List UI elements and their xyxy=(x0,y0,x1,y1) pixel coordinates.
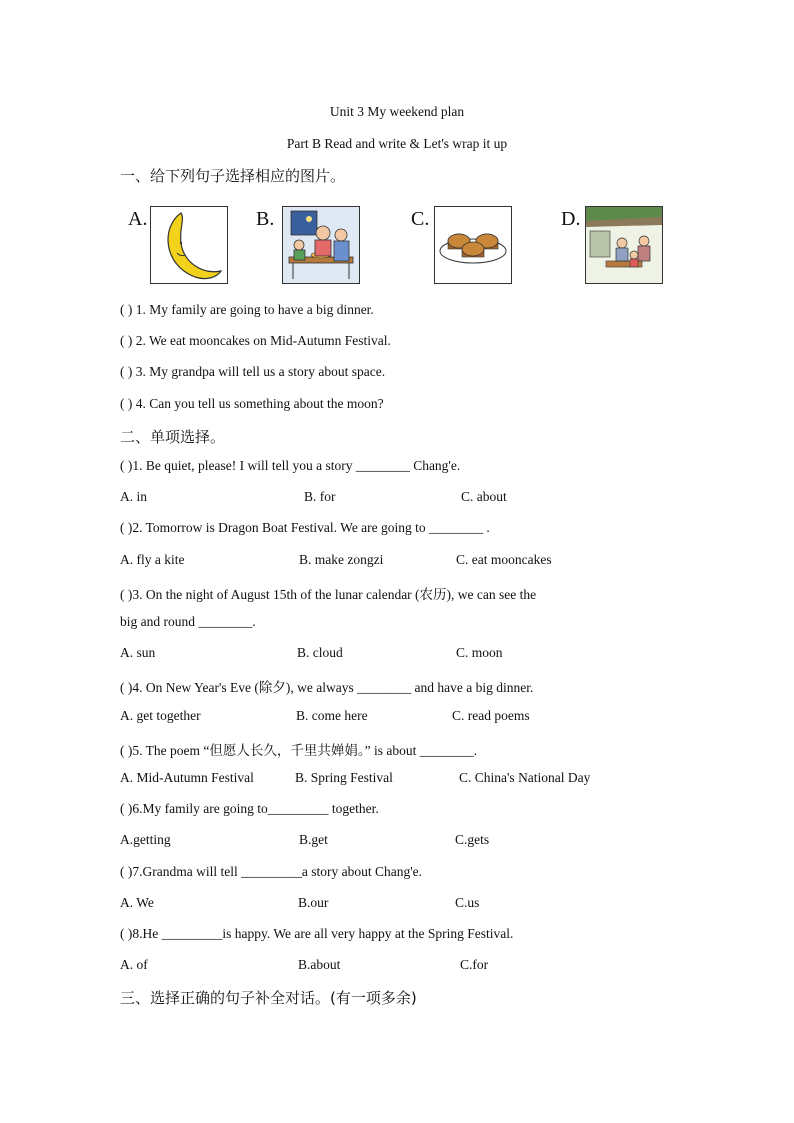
family-dinner-picture xyxy=(282,206,360,284)
question-3-option-a: A. sun xyxy=(120,645,156,660)
question-1-stem: ( )1. Be quiet, please! I will tell you a story ________ Chang'e. xyxy=(120,458,461,473)
question-8-option-b: B.about xyxy=(298,957,341,972)
question-8-option-c: C.for xyxy=(460,957,489,972)
question-3-option-b: B. cloud xyxy=(297,645,343,660)
question-5-option-c: C. China's National Day xyxy=(459,770,591,785)
matching-item-1: ( ) 1. My family are going to have a big dinner. xyxy=(120,302,374,317)
question-8-option-a: A. of xyxy=(120,957,148,972)
moon-picture xyxy=(150,206,228,284)
question-2-option-a: A. fly a kite xyxy=(120,552,185,567)
question-7-option-c: C.us xyxy=(455,895,480,910)
question-4-option-b: B. come here xyxy=(296,708,368,723)
question-6-option-a: A.getting xyxy=(120,832,171,847)
question-2-option-b: B. make zongzi xyxy=(299,552,384,567)
question-7-option-a: A. We xyxy=(120,895,154,910)
question-3-stem-continued: big and round ________. xyxy=(120,614,256,629)
question-8-stem: ( )8.He _________is happy. We are all very happy at the Spring Festival. xyxy=(120,926,514,941)
page-subtitle: Part B Read and write & Let's wrap it up xyxy=(286,136,508,151)
label-c: C. xyxy=(411,208,430,230)
question-6-option-b: B.get xyxy=(299,832,328,847)
question-7-stem: ( )7.Grandma will tell _________a story about Chang'e. xyxy=(120,864,422,879)
matching-item-3: ( ) 3. My grandpa will tell us a story about space. xyxy=(120,364,386,379)
question-5-option-b: B. Spring Festival xyxy=(295,770,393,785)
mooncakes-icon xyxy=(435,207,511,283)
label-b: B. xyxy=(256,208,275,230)
matching-item-2: ( ) 2. We eat mooncakes on Mid-Autumn Festival. xyxy=(120,333,391,348)
question-7-option-b: B.our xyxy=(298,895,329,910)
question-6-stem: ( )6.My family are going to_________ together. xyxy=(120,801,379,816)
section2-heading: 二、单项选择。 xyxy=(120,428,226,446)
label-d: D. xyxy=(561,208,581,230)
question-5-option-a: A. Mid-Autumn Festival xyxy=(120,770,254,785)
question-1-option-c: C. about xyxy=(461,489,507,504)
section1-heading: 一、给下列句子选择相应的图片。 xyxy=(120,167,346,185)
crescent-moon-icon xyxy=(151,207,227,283)
question-2-option-c: C. eat mooncakes xyxy=(456,552,552,567)
matching-item-4: ( ) 4. Can you tell us something about the moon? xyxy=(120,396,384,411)
family-dinner-icon xyxy=(283,207,359,283)
question-1-option-b: B. for xyxy=(304,489,336,504)
grandparents-story-picture xyxy=(585,206,663,284)
mooncakes-picture xyxy=(434,206,512,284)
page-title: Unit 3 My weekend plan xyxy=(329,104,465,119)
question-5-stem: ( )5. The poem “但愿人长久，千里共婵娟。” is about ________. xyxy=(120,743,478,758)
grandparents-storytelling-icon xyxy=(586,207,662,283)
label-a: A. xyxy=(128,208,148,230)
question-4-stem: ( )4. On New Year's Eve (除夕), we always ________ and have a big dinner. xyxy=(120,680,534,695)
question-2-stem: ( )2. Tomorrow is Dragon Boat Festival. We are going to ________ . xyxy=(120,520,490,535)
question-6-option-c: C.gets xyxy=(455,832,490,847)
question-1-option-a: A. in xyxy=(120,489,147,504)
question-3-stem: ( )3. On the night of August 15th of the lunar calendar (农历), we can see the xyxy=(120,587,537,602)
question-4-option-c: C. read poems xyxy=(452,708,530,723)
question-3-option-c: C. moon xyxy=(456,645,503,660)
section3-heading: 三、选择正确的句子补全对话。(有一项多余) xyxy=(120,989,417,1007)
question-4-option-a: A. get together xyxy=(120,708,201,723)
